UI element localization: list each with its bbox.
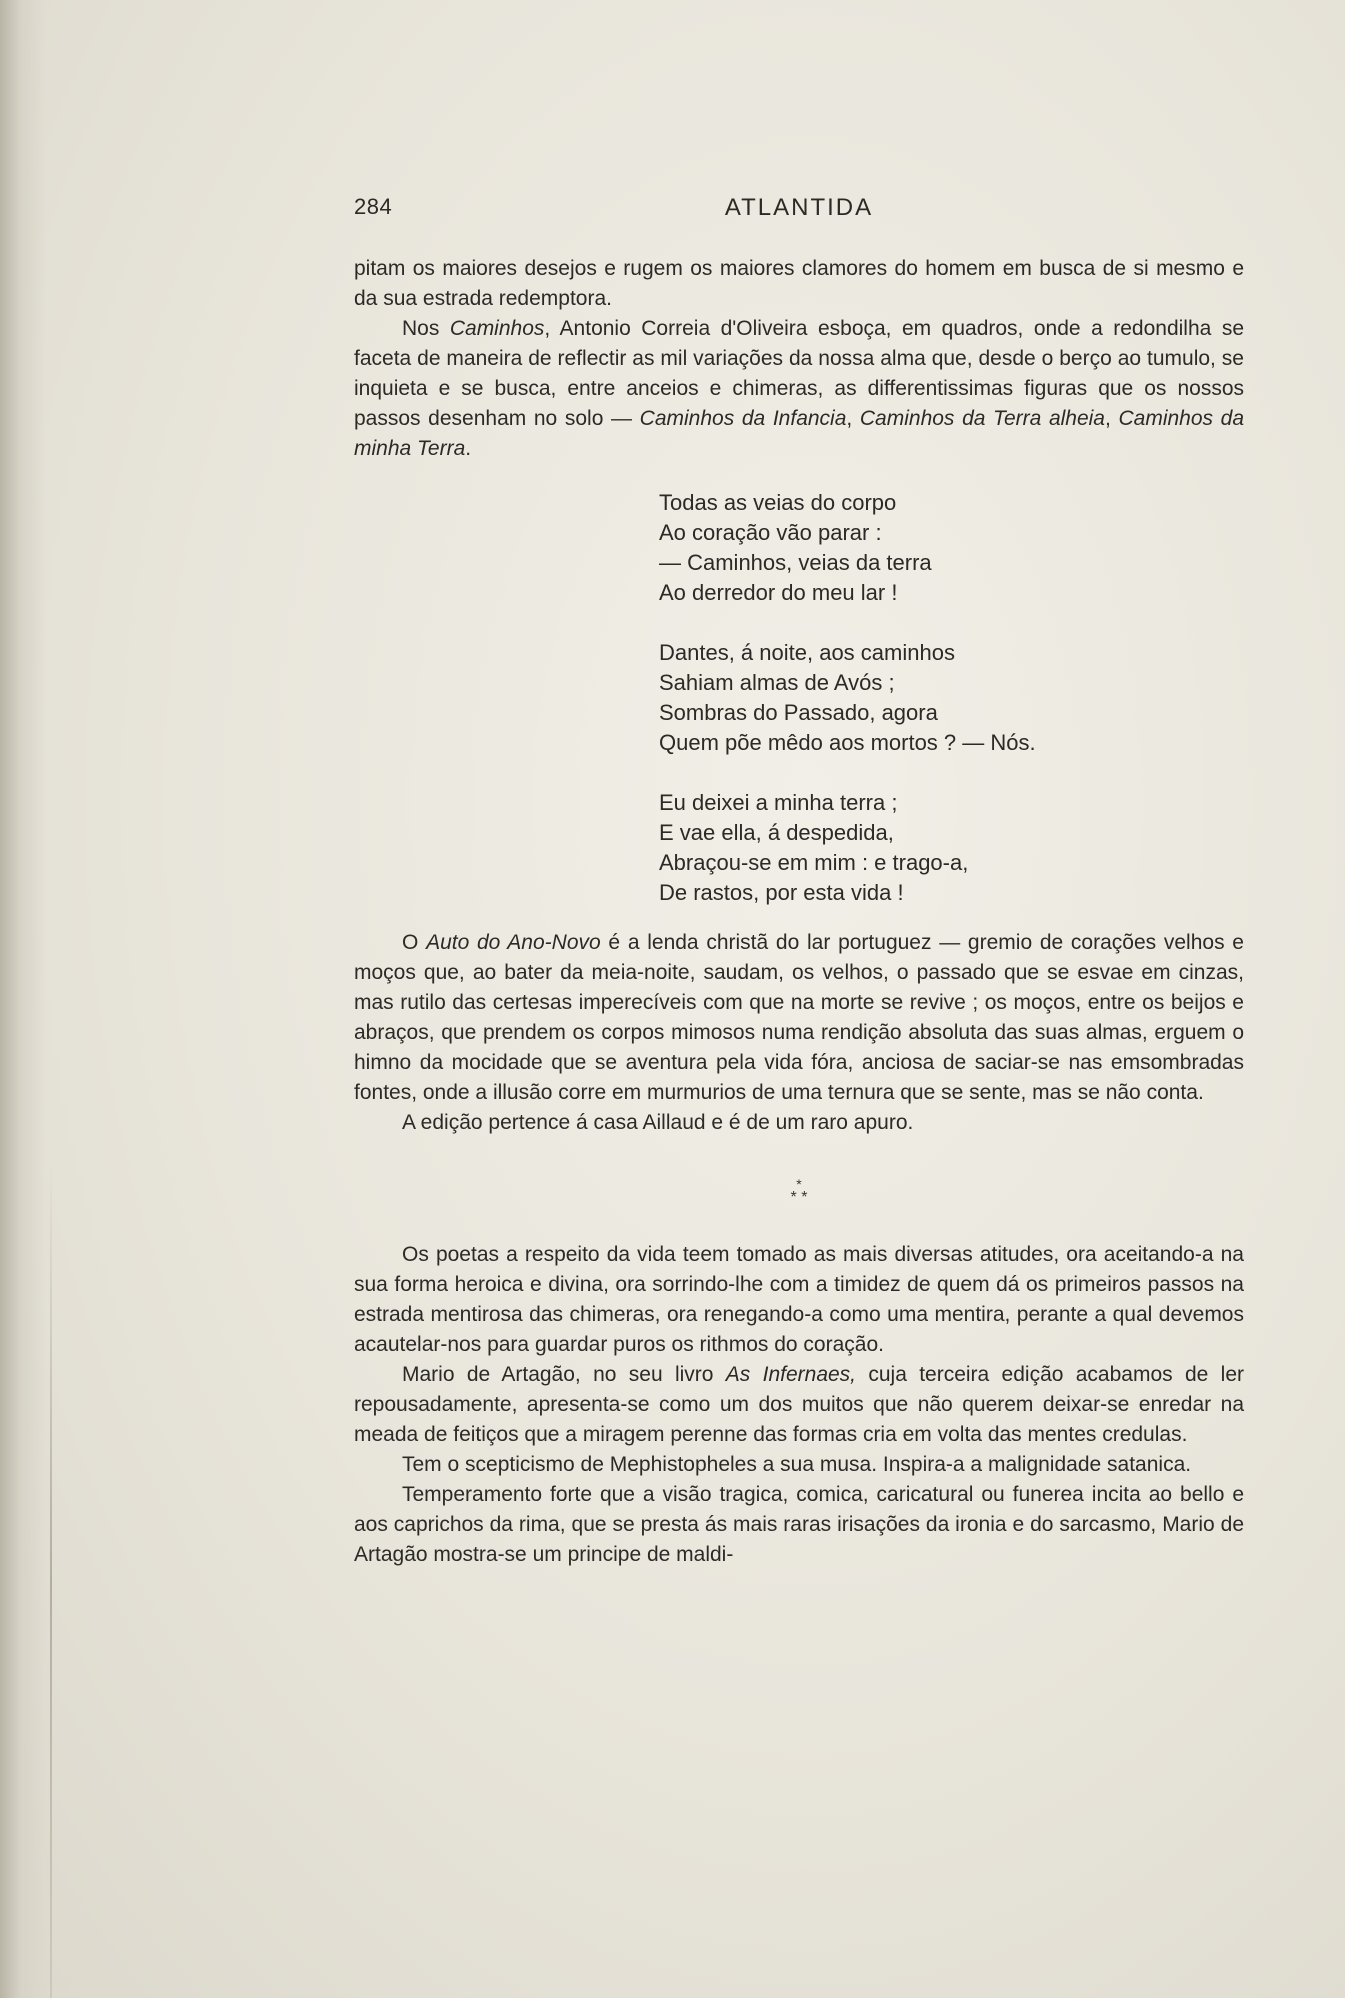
- section-title: Caminhos da minha Terra: [354, 407, 1245, 460]
- journal-title: ATLANTIDA: [724, 194, 874, 221]
- stanza: [659, 488, 1244, 608]
- verse-line: De rastos, por esta vida !: [659, 880, 904, 905]
- verse-line: Eu deixei a minha terra ;: [659, 790, 898, 815]
- asterism-bottom: * *: [790, 1189, 808, 1206]
- page-number: 284: [354, 194, 393, 219]
- text-run: Nos: [402, 317, 450, 340]
- paragraph-poetas: Os poetas a respeito da vida teem tomado as mais diversas atitudes, ora aceitando-a na sua forma heroica e divina, ora sorrindo-lhe com a timidez de quem dá os primeiros passos na estrada mentirosa das chimeras, ora renegando-a como uma mentira, perante a qual devemos acautelar-nos para guardar puros os rithmos do coração.: [354, 1243, 1244, 1356]
- verse-line: Sahiam almas de Avós ;: [659, 670, 895, 695]
- paragraph-caminhos: [354, 314, 1244, 464]
- text-run: é a lenda christã do lar portuguez — gremio de corações velhos e moços que, ao bater da meia-noite, saudam, os velhos, o passado que se esvae em cinzas, mas rutilo das certesas imperecíveis com que na morte se revive ; os moços, entre os beijos e abraços, que prendem os corpos mimosos numa rendição absoluta das suas almas, erguem o himno da mocidade que se aventura pela vida fóra, anciosa de saciar-se nas emsombradas fontes, onde a illusão corre em murmurios de uma ternura que se sente, mas se não conta.: [354, 931, 1244, 1104]
- asterism-top: *: [796, 1176, 802, 1192]
- running-head: [354, 190, 1244, 230]
- verse-line: Ao coração vão parar :: [659, 520, 882, 545]
- verse-line: Dantes, á noite, aos caminhos: [659, 640, 955, 665]
- stanza: [659, 788, 1244, 908]
- section-separator: [354, 1178, 1244, 1206]
- paragraph-artagao: [354, 1360, 1244, 1450]
- page-edge-mark: [50, 1160, 52, 1998]
- section-title: Caminhos da Terra alheia: [859, 407, 1105, 430]
- verse-line: — Caminhos, veias da terra: [659, 550, 932, 575]
- book-title: Caminhos: [449, 317, 545, 340]
- paragraph-continuation: pitam os maiores desejos e rugem os maiores clamores do homem em busca de si mesmo e da sua estrada redemptora.: [354, 257, 1244, 310]
- verse-line: Abraçou-se em mim : e trago-a,: [659, 850, 969, 875]
- text-run: O: [402, 931, 427, 954]
- verse-line: E vae ella, á despedida,: [659, 820, 894, 845]
- text-run: , Antonio Correia d'Oliveira esboça, em quadros, onde a redondilha se faceta de maneira de reflectir as mil variações da nossa alma que, desde o berço ao tumulo, se inquieta e se busca, entre anceios e chimeras, as differentissimas figuras que os nossos passos desenham no solo —: [354, 317, 1244, 430]
- binding-shadow: [0, 0, 46, 1998]
- paragraph-scepticismo: Tem o scepticismo de Mephistopheles a sua musa. Inspira-a a malignidade satanica.: [402, 1453, 1192, 1476]
- stanza: [659, 638, 1244, 758]
- verse-line: Todas as veias do corpo: [659, 490, 897, 515]
- text-run: cuja terceira edição acabamos de ler repousadamente, apresenta-se como um dos muitos que não querem deixar-se enredar na meada de feitiços que a miragem perenne das formas cria em volta das mentes credulas.: [354, 1363, 1244, 1446]
- paragraph-auto-ano-novo: [354, 928, 1244, 1108]
- book-title: As Infernaes,: [725, 1363, 857, 1386]
- text-run: ,: [846, 407, 860, 430]
- text-run: .: [465, 437, 472, 460]
- paragraph-temperamento: Temperamento forte que a visão tragica, comica, caricatural ou funerea incita ao bello e aos caprichos da rima, que se presta ás mais raras irisações da ironia e do sarcasmo, Mario de Artagão mostra-se um principe de maldi-: [354, 1483, 1244, 1566]
- verse-line: Ao derredor do meu lar !: [659, 580, 898, 605]
- text-run: ,: [1105, 407, 1119, 430]
- paragraph-edition: A edição pertence á casa Aillaud e é de um raro apuro.: [402, 1111, 914, 1134]
- verse-line: Quem põe mêdo aos mortos ? — Nós.: [659, 730, 1036, 755]
- page-content: [354, 190, 1244, 1570]
- book-title: Auto do Ano-Novo: [426, 931, 601, 954]
- section-title: Caminhos da Infancia: [639, 407, 847, 430]
- poem: [659, 488, 1244, 908]
- text-run: Mario de Artagão, no seu livro: [402, 1363, 726, 1386]
- verse-line: Sombras do Passado, agora: [659, 700, 938, 725]
